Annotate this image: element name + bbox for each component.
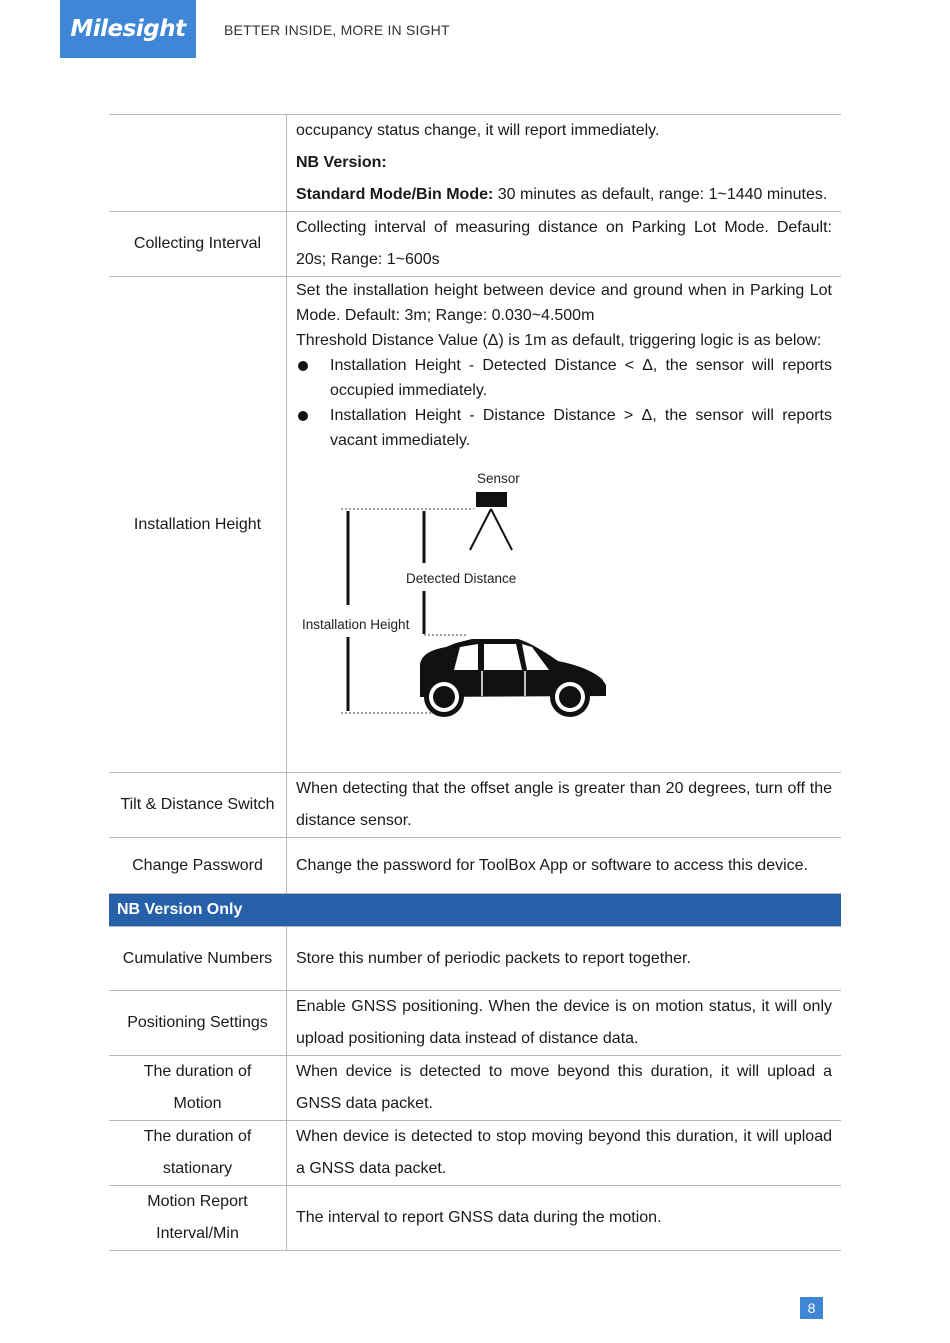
diagram-label-detected-distance: Detected Distance [406, 566, 516, 591]
param-desc: When device is detected to stop moving beyond this duration, it will upload a GNSS data packet. [287, 1121, 842, 1186]
diagram-label-sensor: Sensor [477, 466, 520, 491]
brand-logo [60, 0, 196, 58]
installation-diagram [296, 471, 636, 771]
table-row [109, 991, 841, 1056]
car-icon [420, 639, 606, 717]
param-desc [287, 277, 842, 773]
parameter-table [109, 114, 841, 1251]
param-name: Motion Report Interval/Min [109, 1186, 287, 1251]
table-row [109, 1121, 841, 1186]
param-desc: Store this number of periodic packets to report together. [287, 927, 842, 991]
sensor-icon [470, 492, 512, 550]
table-row [109, 212, 841, 277]
table-row [109, 115, 841, 212]
table-row [109, 1056, 841, 1121]
table-row [109, 773, 841, 838]
page-number: 8 [800, 1297, 823, 1319]
installation-para-2: Threshold Distance Value (Δ) is 1m as default, triggering logic is as below: [296, 332, 822, 349]
table-row [109, 277, 841, 773]
param-desc: Change the password for ToolBox App or software to access this device. [287, 838, 842, 894]
param-name: Positioning Settings [109, 991, 287, 1056]
param-name: Tilt & Distance Switch [109, 773, 287, 838]
list-item: Installation Height - Distance Distance > Δ, the sensor will reports vacant immediately. [330, 403, 832, 453]
report-interval-continued: occupancy status change, it will report immediately. [296, 122, 660, 139]
table-row [109, 838, 841, 894]
param-desc [287, 115, 842, 212]
param-name: The duration of stationary [109, 1121, 287, 1186]
brand-logo-text: Milesight [70, 16, 186, 42]
param-name: Change Password [109, 838, 287, 894]
diagram-label-installation-height: Installation Height [302, 612, 409, 637]
standard-mode-text: 30 minutes as default, range: 1~1440 minutes. [493, 186, 828, 203]
table-row [109, 1186, 841, 1251]
param-name: Installation Height [109, 277, 287, 773]
param-desc: Collecting interval of measuring distance on Parking Lot Mode. Default: 20s; Range: 1~600s [287, 212, 842, 277]
standard-mode-label: Standard Mode/Bin Mode: [296, 186, 494, 203]
table-row [109, 927, 841, 991]
param-desc: The interval to report GNSS data during the motion. [287, 1186, 842, 1251]
nb-version-only-header: NB Version Only [109, 894, 841, 927]
param-name-empty [109, 115, 287, 212]
trigger-logic-list [296, 353, 832, 453]
param-name: Collecting Interval [109, 212, 287, 277]
header-tagline: BETTER INSIDE, MORE IN SIGHT [224, 22, 450, 38]
param-desc: When device is detected to move beyond this duration, it will upload a GNSS data packet. [287, 1056, 842, 1121]
installation-para-1: Set the installation height between device and ground when in Parking Lot Mode. Default: 3m; Range: 0.030~4.500m [296, 282, 832, 324]
param-name: Cumulative Numbers [109, 927, 287, 991]
section-header [109, 894, 841, 927]
nb-version-heading: NB Version: [296, 154, 387, 171]
param-name: The duration of Motion [109, 1056, 287, 1121]
param-desc: Enable GNSS positioning. When the device is on motion status, it will only upload positioning data instead of distance data. [287, 991, 842, 1056]
list-item: Installation Height - Detected Distance < Δ, the sensor will reports occupied immediately. [330, 353, 832, 403]
param-desc: When detecting that the offset angle is greater than 20 degrees, turn off the distance sensor. [287, 773, 842, 838]
